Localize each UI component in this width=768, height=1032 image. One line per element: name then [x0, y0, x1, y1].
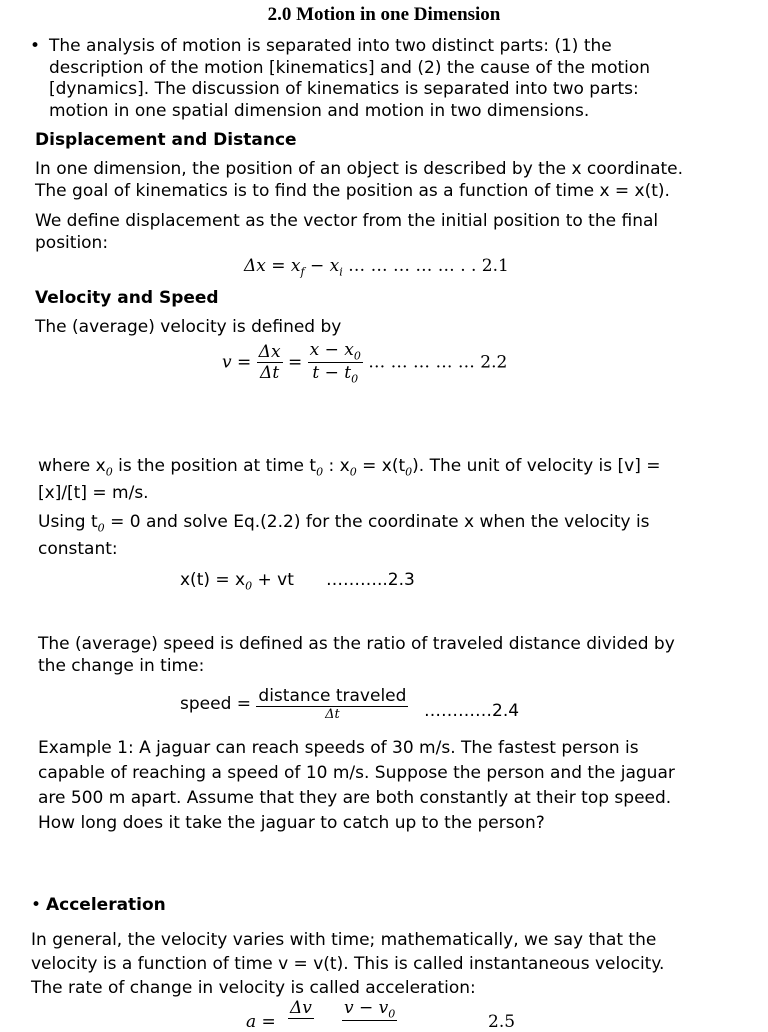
displacement-heading: Displacement and Distance	[35, 130, 297, 150]
eq-part: t − t	[312, 363, 352, 384]
eq-part: Δx = x	[244, 256, 301, 276]
intro-line: [dynamics]. The discussion of kinematics is separated into two parts:	[49, 79, 639, 99]
fraction-denominator: Δt	[325, 707, 340, 722]
fraction-numerator: distance traveled	[258, 686, 407, 706]
eq-part: x(t) = x	[180, 570, 246, 590]
text-line: We define displacement as the vector from the initial position to the final	[35, 211, 659, 231]
text-line: The goal of kinematics is to find the position as a function of time x = x(t).	[35, 180, 670, 201]
text-line	[38, 456, 661, 483]
fraction-denominator: Δt	[260, 363, 280, 384]
fraction	[308, 340, 363, 386]
text-line: position:	[35, 232, 109, 253]
example-paragraph	[38, 736, 675, 836]
text-line: How long does it take the jaguar to catch up to the person?	[38, 813, 545, 833]
text-part: Using t	[38, 512, 98, 532]
text-part: ). The unit of velocity is [v] =	[412, 456, 661, 476]
equation-2-3	[180, 570, 294, 597]
fraction-numerator	[308, 340, 363, 363]
velocity-where-paragraph	[38, 456, 661, 504]
eq-part: speed =	[180, 694, 252, 714]
fraction-numerator: Δv	[290, 998, 312, 1018]
text-line: [x]/[t] = m/s.	[38, 482, 149, 503]
acceleration-heading: Acceleration	[46, 895, 166, 915]
eq-part: v − v	[344, 998, 389, 1018]
text-line: In general, the velocity varies with time; mathematically, we say that the	[31, 930, 657, 950]
acceleration-bullet: •	[31, 895, 42, 915]
text-line: The (average) speed is defined as the ratio of traveled distance divided by	[38, 634, 675, 654]
equation-2-4-number: …………2.4	[424, 701, 520, 721]
text-line: the change in time:	[38, 655, 205, 676]
intro-line: The analysis of motion is separated into two distinct parts: (1) the	[49, 36, 612, 56]
displacement-paragraph-1	[35, 159, 683, 202]
eq-sub: 0	[245, 579, 253, 593]
text-part: : x	[323, 456, 350, 476]
equation-2-5	[246, 998, 516, 1032]
fraction-numerator	[342, 998, 397, 1021]
eq-part: =	[287, 352, 303, 373]
eq-sub: 0	[405, 465, 413, 479]
fraction-numerator: Δx	[258, 342, 281, 363]
eq-sub: i	[339, 265, 343, 279]
velocity-heading: Velocity and Speed	[35, 288, 219, 308]
eq-sub: 0	[388, 1007, 396, 1021]
text-part: = x(t	[356, 456, 406, 476]
eq-number: … … … … … . . 2.1	[342, 256, 509, 276]
eq-part: x − x	[309, 340, 354, 360]
text-line: In one dimension, the position of an object is described by the x coordinate.	[35, 159, 684, 179]
velocity-using-paragraph	[38, 512, 650, 560]
fraction	[256, 686, 408, 722]
equation-2-3-number: ………..2.3	[326, 570, 415, 590]
eq-sub: 0	[105, 465, 113, 479]
eq-sub: 0	[316, 465, 324, 479]
intro-paragraph	[49, 36, 650, 122]
equation-2-1	[244, 256, 509, 278]
page-title: 2.0 Motion in one Dimension	[267, 4, 501, 25]
eq-part: + vt	[252, 570, 294, 590]
eq-sub: f	[300, 265, 305, 279]
intro-bullet: •	[30, 36, 41, 56]
speed-paragraph	[38, 634, 675, 677]
displacement-paragraph-2	[35, 211, 658, 254]
eq-part: v =	[222, 352, 252, 373]
fraction	[257, 342, 283, 383]
eq-part: a =	[246, 1012, 276, 1032]
text-line: constant:	[38, 538, 118, 559]
eq-sub: 0	[97, 521, 105, 535]
text-line: are 500 m apart. Assume that they are both constantly at their top speed.	[38, 788, 672, 808]
text-line: Example 1: A jaguar can reach speeds of 30 m/s. The fastest person is	[38, 738, 639, 758]
intro-line: description of the motion [kinematics] and (2) the cause of the motion	[49, 57, 651, 78]
text-part: = 0 and solve Eq.(2.2) for the coordinate x when the velocity is	[104, 512, 650, 532]
equation-2-2	[222, 340, 507, 386]
text-part: where x	[38, 456, 106, 476]
eq-number: 2.5	[488, 1012, 516, 1032]
equation-2-4	[180, 686, 408, 722]
eq-sub: 0	[351, 372, 359, 386]
text-part: is the position at time t	[112, 456, 317, 476]
text-line	[38, 512, 650, 539]
intro-line: motion in one spatial dimension and motion in two dimensions.	[49, 100, 590, 121]
text-line: The rate of change in velocity is called acceleration:	[31, 978, 476, 998]
eq-number: … … … … … 2.2	[368, 352, 508, 373]
eq-part: − x	[304, 256, 340, 276]
text-line: velocity is a function of time v = v(t). This is called instantaneous velocity.	[31, 954, 665, 974]
fraction-denominator	[308, 363, 363, 385]
eq-sub: 0	[349, 465, 357, 479]
eq-sub: 0	[353, 349, 361, 363]
text-line: capable of reaching a speed of 10 m/s. Suppose the person and the jaguar	[38, 763, 675, 783]
velocity-intro: The (average) velocity is defined by	[35, 317, 342, 337]
acceleration-paragraph	[31, 928, 664, 1000]
